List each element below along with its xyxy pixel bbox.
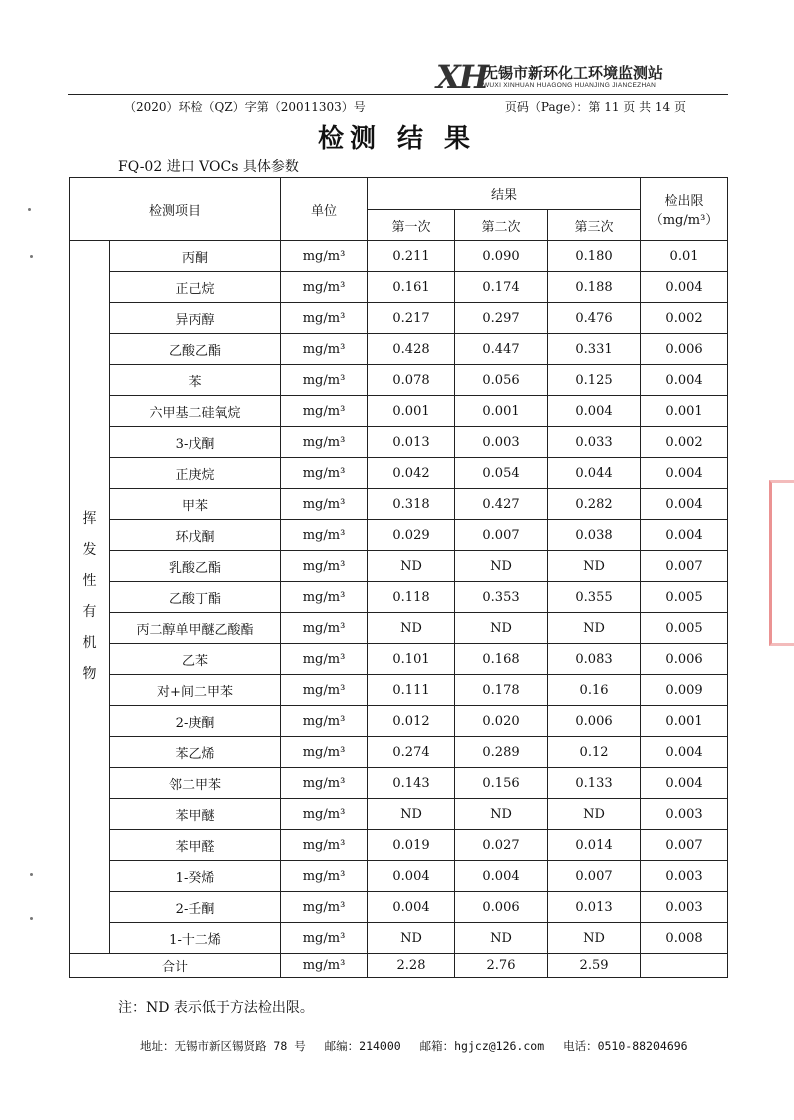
cell-unit: mg/m³	[281, 644, 368, 675]
cell-name: 1-癸烯	[110, 861, 281, 892]
cell-r1: 0.274	[368, 737, 455, 768]
results-table	[69, 177, 728, 978]
cell-r1: ND	[368, 613, 455, 644]
cell-unit: mg/m³	[281, 768, 368, 799]
cell-r3: 0.007	[548, 861, 641, 892]
cell-r2: 0.090	[455, 241, 548, 272]
table-row	[70, 644, 728, 675]
cell-r2: 0.156	[455, 768, 548, 799]
cell-unit: mg/m³	[281, 458, 368, 489]
total-limit	[641, 954, 728, 978]
cell-r3: 0.044	[548, 458, 641, 489]
cell-name: 对+间二甲苯	[110, 675, 281, 706]
cell-r2: 0.006	[455, 892, 548, 923]
cell-r2: 0.353	[455, 582, 548, 613]
footer-address: 地址：无锡市新区锡贤路 78 号	[140, 1039, 306, 1053]
cell-r1: 0.318	[368, 489, 455, 520]
logo-mark: XH	[436, 58, 488, 96]
scan-dot	[30, 917, 33, 920]
cell-r3: 0.355	[548, 582, 641, 613]
cell-name: 苯甲醛	[110, 830, 281, 861]
cell-unit: mg/m³	[281, 675, 368, 706]
cell-unit: mg/m³	[281, 861, 368, 892]
cell-unit: mg/m³	[281, 923, 368, 954]
cell-name: 2-壬酮	[110, 892, 281, 923]
cell-r1: 0.042	[368, 458, 455, 489]
table-subtitle: FQ-02 进口 VOCs 具体参数	[118, 159, 299, 175]
cell-r2: 0.174	[455, 272, 548, 303]
footer-postcode: 邮编：214000	[324, 1039, 401, 1053]
cell-r3: ND	[548, 613, 641, 644]
cell-limit: 0.004	[641, 768, 728, 799]
cell-r1: 0.143	[368, 768, 455, 799]
cell-r3: 0.038	[548, 520, 641, 551]
cell-unit: mg/m³	[281, 427, 368, 458]
cell-r3: 0.004	[548, 396, 641, 427]
cell-r3: 0.180	[548, 241, 641, 272]
table-row	[70, 799, 728, 830]
cell-unit: mg/m³	[281, 830, 368, 861]
cell-name: 六甲基二硅氧烷	[110, 396, 281, 427]
cell-name: 乙苯	[110, 644, 281, 675]
cell-limit: 0.006	[641, 334, 728, 365]
footnote: 注：ND 表示低于方法检出限。	[118, 1000, 314, 1016]
page-info: 页码（Page）：第 11 页 共 14 页	[504, 100, 686, 114]
scan-dot	[28, 208, 31, 211]
cell-r2: 0.297	[455, 303, 548, 334]
cell-limit: 0.004	[641, 458, 728, 489]
cell-r1: 0.428	[368, 334, 455, 365]
cell-r2: 0.004	[455, 861, 548, 892]
cell-name: 苯乙烯	[110, 737, 281, 768]
table-row	[70, 427, 728, 458]
total-name: 合计	[70, 954, 281, 978]
cell-name: 1-十二烯	[110, 923, 281, 954]
cell-unit: mg/m³	[281, 613, 368, 644]
cell-limit: 0.003	[641, 892, 728, 923]
cell-limit: 0.008	[641, 923, 728, 954]
cell-name: 异丙醇	[110, 303, 281, 334]
total-row	[70, 954, 728, 978]
cell-limit: 0.006	[641, 644, 728, 675]
table-row	[70, 334, 728, 365]
cell-name: 丙酮	[110, 241, 281, 272]
scan-dot	[30, 255, 33, 258]
cell-unit: mg/m³	[281, 241, 368, 272]
cell-r1: 0.013	[368, 427, 455, 458]
cell-limit: 0.002	[641, 303, 728, 334]
cell-r3: 0.476	[548, 303, 641, 334]
table-row	[70, 551, 728, 582]
cell-r2: ND	[455, 551, 548, 582]
cell-name: 环戊酮	[110, 520, 281, 551]
cell-unit: mg/m³	[281, 334, 368, 365]
cell-r1: 0.019	[368, 830, 455, 861]
cell-limit: 0.004	[641, 489, 728, 520]
header-limit	[641, 178, 728, 241]
cell-r1: 0.111	[368, 675, 455, 706]
cell-name: 正己烷	[110, 272, 281, 303]
total-unit: mg/m³	[281, 954, 368, 978]
cell-limit: 0.004	[641, 272, 728, 303]
cell-r2: 0.054	[455, 458, 548, 489]
cell-r1: 0.078	[368, 365, 455, 396]
cell-r2: 0.001	[455, 396, 548, 427]
cell-name: 乙酸丁酯	[110, 582, 281, 613]
cell-r3: 0.014	[548, 830, 641, 861]
cell-name: 乳酸乙酯	[110, 551, 281, 582]
cell-r2: 0.027	[455, 830, 548, 861]
cell-r1: 0.004	[368, 861, 455, 892]
cell-name: 3-戊酮	[110, 427, 281, 458]
cell-unit: mg/m³	[281, 706, 368, 737]
cell-unit: mg/m³	[281, 799, 368, 830]
total-r1: 2.28	[368, 954, 455, 978]
red-stamp-edge	[769, 480, 794, 646]
cell-r2: 0.056	[455, 365, 548, 396]
cell-unit: mg/m³	[281, 365, 368, 396]
cell-r1: ND	[368, 799, 455, 830]
header-run-3: 第三次	[548, 210, 641, 241]
cell-limit: 0.009	[641, 675, 728, 706]
header-unit: 单位	[281, 178, 368, 241]
cell-limit: 0.007	[641, 551, 728, 582]
cell-unit: mg/m³	[281, 303, 368, 334]
cell-limit: 0.003	[641, 799, 728, 830]
cell-name: 乙酸乙酯	[110, 334, 281, 365]
cell-r3: 0.331	[548, 334, 641, 365]
table-row	[70, 272, 728, 303]
header-limit-unit: （mg/m³）	[649, 213, 719, 228]
scan-dot	[30, 873, 33, 876]
cell-r3: ND	[548, 551, 641, 582]
cell-limit: 0.007	[641, 830, 728, 861]
cell-limit: 0.005	[641, 582, 728, 613]
cell-r3: ND	[548, 799, 641, 830]
table-row	[70, 768, 728, 799]
table-row	[70, 303, 728, 334]
category-char: 物	[82, 666, 97, 682]
cell-name: 丙二醇单甲醚乙酸酯	[110, 613, 281, 644]
page-footer	[140, 1038, 700, 1054]
cell-r1: 0.012	[368, 706, 455, 737]
category-char: 挥	[82, 511, 97, 527]
cell-limit: 0.004	[641, 365, 728, 396]
total-r2: 2.76	[455, 954, 548, 978]
header-run-1: 第一次	[368, 210, 455, 241]
table-row	[70, 241, 728, 272]
cell-unit: mg/m³	[281, 551, 368, 582]
cell-name: 甲苯	[110, 489, 281, 520]
cell-unit: mg/m³	[281, 737, 368, 768]
cell-r1: 0.217	[368, 303, 455, 334]
cell-r1: 0.211	[368, 241, 455, 272]
cell-limit: 0.005	[641, 613, 728, 644]
cell-unit: mg/m³	[281, 892, 368, 923]
cell-limit: 0.001	[641, 396, 728, 427]
cell-r2: 0.289	[455, 737, 548, 768]
cell-r3: 0.013	[548, 892, 641, 923]
table-row	[70, 458, 728, 489]
cell-r3: 0.16	[548, 675, 641, 706]
cell-r2: 0.007	[455, 520, 548, 551]
cell-r3: ND	[548, 923, 641, 954]
cell-r3: 0.133	[548, 768, 641, 799]
table-row	[70, 830, 728, 861]
cell-r3: 0.282	[548, 489, 641, 520]
cell-r2: 0.427	[455, 489, 548, 520]
table-row	[70, 861, 728, 892]
table-row	[70, 923, 728, 954]
cell-limit: 0.004	[641, 737, 728, 768]
header-divider	[68, 94, 728, 95]
cell-limit: 0.01	[641, 241, 728, 272]
header-run-2: 第二次	[455, 210, 548, 241]
category-char: 性	[82, 573, 97, 589]
cell-r3: 0.125	[548, 365, 641, 396]
cell-name: 苯	[110, 365, 281, 396]
cell-r3: 0.033	[548, 427, 641, 458]
header-result: 结果	[368, 178, 641, 210]
cell-name: 正庚烷	[110, 458, 281, 489]
total-r3: 2.59	[548, 954, 641, 978]
category-char: 有	[82, 604, 97, 620]
cell-r1: ND	[368, 923, 455, 954]
cell-limit: 0.001	[641, 706, 728, 737]
table-row	[70, 892, 728, 923]
category-char: 机	[82, 635, 97, 651]
category-char: 发	[82, 542, 97, 558]
cell-r1: 0.101	[368, 644, 455, 675]
cell-r3: 0.006	[548, 706, 641, 737]
cell-limit: 0.003	[641, 861, 728, 892]
cell-unit: mg/m³	[281, 396, 368, 427]
cell-unit: mg/m³	[281, 489, 368, 520]
table-row	[70, 675, 728, 706]
cell-unit: mg/m³	[281, 520, 368, 551]
table-row	[70, 520, 728, 551]
cell-r1: 0.161	[368, 272, 455, 303]
header-item: 检测项目	[70, 178, 281, 241]
company-name-cn: 无锡市新环化工环境监测站	[483, 64, 664, 82]
cell-r3: 0.188	[548, 272, 641, 303]
cell-r1: 0.118	[368, 582, 455, 613]
page-title: 检测 结 果	[317, 124, 477, 154]
table-row	[70, 365, 728, 396]
table-row	[70, 582, 728, 613]
cell-limit: 0.004	[641, 520, 728, 551]
report-number: （2020）环检（QZ）字第（20011303）号	[124, 100, 366, 114]
company-name-en: WUXI XINHUAN HUAGONG HUANJING JIANCEZHAN	[483, 82, 657, 89]
cell-name: 邻二甲苯	[110, 768, 281, 799]
cell-r2: 0.447	[455, 334, 548, 365]
table-row	[70, 706, 728, 737]
cell-r1: 0.004	[368, 892, 455, 923]
footer-phone: 电话：0510-88204696	[563, 1039, 688, 1053]
cell-r2: ND	[455, 613, 548, 644]
cell-r3: 0.12	[548, 737, 641, 768]
cell-unit: mg/m³	[281, 582, 368, 613]
cell-unit: mg/m³	[281, 272, 368, 303]
cell-r2: 0.168	[455, 644, 548, 675]
table-row	[70, 396, 728, 427]
table-row	[70, 489, 728, 520]
cell-name: 苯甲醚	[110, 799, 281, 830]
cell-r2: ND	[455, 923, 548, 954]
cell-r2: ND	[455, 799, 548, 830]
table-row	[70, 737, 728, 768]
table-row	[70, 613, 728, 644]
cell-r3: 0.083	[548, 644, 641, 675]
header-limit-label: 检出限	[664, 194, 704, 209]
footer-email: 邮箱：hgjcz@126.com	[419, 1039, 545, 1053]
cell-r2: 0.178	[455, 675, 548, 706]
cell-name: 2-庚酮	[110, 706, 281, 737]
cell-r2: 0.020	[455, 706, 548, 737]
cell-r1: 0.029	[368, 520, 455, 551]
category-cell	[70, 241, 110, 954]
cell-limit: 0.002	[641, 427, 728, 458]
cell-r1: 0.001	[368, 396, 455, 427]
cell-r2: 0.003	[455, 427, 548, 458]
cell-r1: ND	[368, 551, 455, 582]
